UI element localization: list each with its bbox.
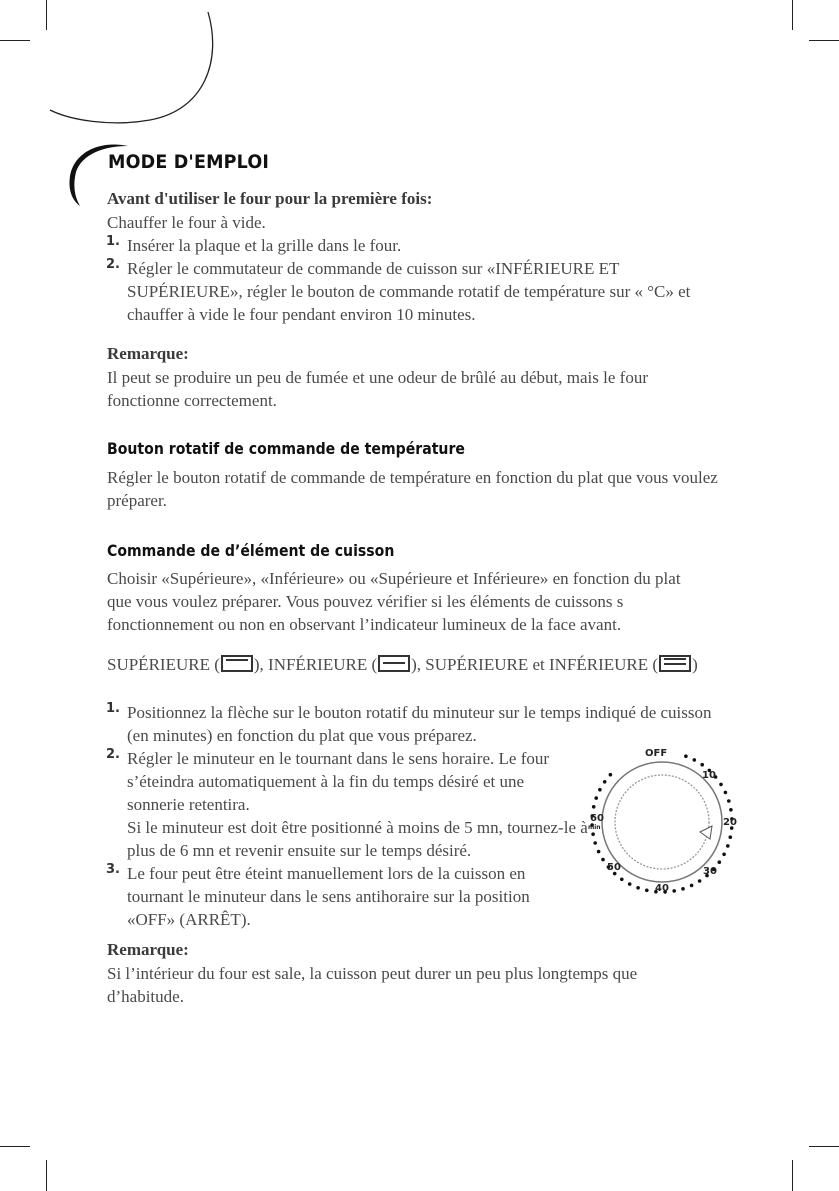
dial-label-30: 30 <box>703 866 717 877</box>
corner-arc-decoration <box>0 0 230 150</box>
dial-dot <box>727 799 731 803</box>
dial-dot <box>597 850 601 854</box>
heating-modes-line <box>107 655 698 675</box>
intro-title: Avant d'utiliser le four pour la première fois: <box>107 189 433 208</box>
dial-dot <box>724 791 728 795</box>
lower-heat-icon <box>378 655 410 672</box>
remark-text: Si l’intérieur du four est sale, la cuisson peut durer un peu plus longtemps que d’habitude. <box>107 964 638 1006</box>
dial-dot <box>620 878 624 882</box>
dial-dot <box>718 860 722 864</box>
dial-knob <box>615 775 709 869</box>
dial-dot <box>681 887 685 891</box>
mode-upper-label: SUPÉRIEURE ( <box>107 655 220 674</box>
dial-label-10: 10 <box>702 770 716 781</box>
timer-dial <box>580 740 750 900</box>
dial-dot <box>636 886 640 890</box>
dial-dot <box>672 889 676 893</box>
crop-mark <box>792 1160 793 1191</box>
mode-both-label: ), SUPÉRIEURE et INFÉRIEURE ( <box>411 655 659 674</box>
list-text: Régler le minuteur en le tournant dans le sens horaire. Le four s’éteindra automatiquement à la fin du temps désiré et une sonnerie retentira. <box>127 749 550 814</box>
list-number: 1. <box>106 234 120 249</box>
remark-title: Remarque: <box>107 344 189 363</box>
section-title-element: Commande de d’élément de cuisson <box>107 541 395 560</box>
dial-dot <box>684 754 688 758</box>
list-text: Insérer la plaque et la grille dans le four. <box>127 236 402 255</box>
list-text: Le four peut être éteint manuellement lors de la cuisson en tournant le minuteur dans le sens antihoraire sur la position «OFF» (ARRÊT). <box>127 864 530 929</box>
crop-mark <box>792 0 793 30</box>
page-title: MODE D'EMPLOI <box>108 151 270 173</box>
list-number: 3. <box>106 862 120 877</box>
dial-dot <box>592 805 596 809</box>
dial-dot <box>690 884 694 888</box>
list-text: Régler le commutateur de commande de cuisson sur «INFÉRIEURE ET SUPÉRIEURE», régler le bouton de commande rotatif de température sur « °C» et chauffer à vide le four pendant environ 10 minutes. <box>127 259 691 324</box>
dial-dot <box>729 808 733 812</box>
dial-label-20: 20 <box>723 817 737 828</box>
dial-dot <box>601 858 605 862</box>
dial-dot <box>719 783 723 787</box>
remark-title: Remarque: <box>107 940 189 959</box>
crop-mark <box>46 1160 47 1191</box>
both-heat-icon <box>659 655 691 672</box>
dial-label-50: 50 <box>607 862 621 873</box>
dial-dot <box>609 773 613 777</box>
crop-mark <box>809 40 839 41</box>
upper-heat-icon <box>221 655 253 672</box>
dial-label-60: 60 <box>590 813 604 824</box>
mode-lower-label: ), INFÉRIEURE ( <box>253 655 378 674</box>
dial-dot <box>598 788 602 792</box>
dial-dot <box>593 841 597 845</box>
dial-dot <box>700 763 704 767</box>
section-text-temperature: Régler le bouton rotatif de commande de température en fonction du plat que vous voulez préparer. <box>107 468 718 510</box>
crop-mark <box>809 1146 839 1147</box>
dial-dot <box>591 832 595 836</box>
dial-label-min: min <box>588 824 601 831</box>
list-number: 2. <box>106 257 120 272</box>
crop-mark <box>0 1146 30 1147</box>
list-number: 2. <box>106 747 120 762</box>
intro-line: Chauffer le four à vide. <box>107 213 266 232</box>
dial-label-off: OFF <box>645 748 668 759</box>
section-title-temperature: Bouton rotatif de commande de température <box>107 439 465 458</box>
dial-dot <box>603 780 607 784</box>
list-text: Si le minuteur est doit être positionné à moins de 5 mn, tournez-le à plus de 6 mn et revenir ensuite sur le temps désiré. <box>127 818 588 860</box>
dial-dot <box>729 835 733 839</box>
dial-label-40: 40 <box>655 883 669 894</box>
dial-dot <box>693 758 697 762</box>
dial-dot <box>628 882 632 886</box>
section-text-element: Choisir «Supérieure», «Inférieure» ou «Supérieure et Inférieure» en fonction du plat que vous voulez préparer. Vous pouvez vérifier si les éléments de cuissons s fonctionnement ou non en observant l’indicateur lumineux de la face avant. <box>107 569 681 634</box>
dial-dot <box>594 796 598 800</box>
list-number: 1. <box>106 701 120 716</box>
list-text: Positionnez la flèche sur le bouton rotatif du minuteur sur le temps indiqué de cuisson (en minutes) en fonction du plat que vous préparez. <box>127 703 712 745</box>
remark-text: Il peut se produire un peu de fumée et une odeur de brûlé au début, mais le four fonctionne correctement. <box>107 368 648 410</box>
dial-dot <box>722 853 726 857</box>
dial-dot <box>645 889 649 893</box>
dial-dot <box>726 844 730 848</box>
dial-dot <box>698 879 702 883</box>
mode-end: ) <box>692 655 698 674</box>
